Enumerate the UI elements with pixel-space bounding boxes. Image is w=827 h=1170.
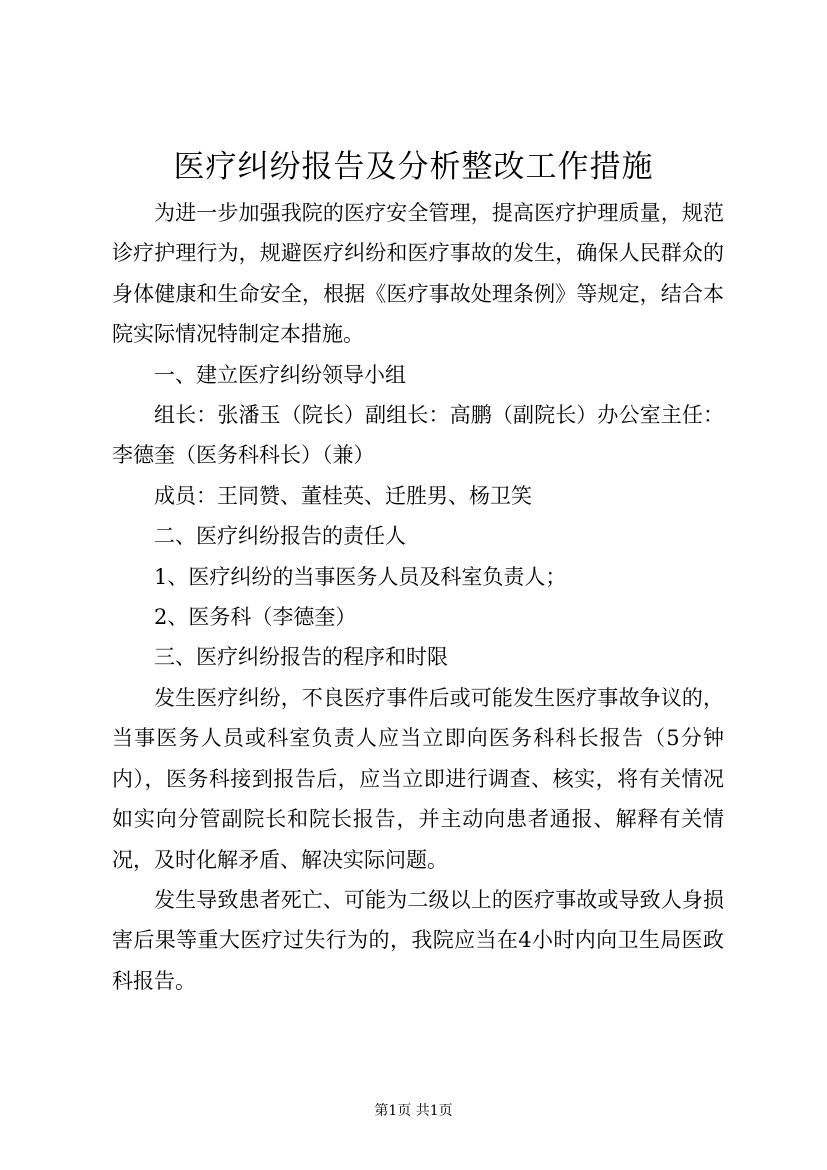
section-heading-3: 三、医疗纠纷报告的程序和时限	[154, 645, 448, 670]
page-number-footer: 第1页 共1页	[374, 1103, 453, 1119]
document-title: 医疗纠纷报告及分析整改工作措施	[173, 149, 654, 185]
paragraph-procedure: 发生医疗纠纷，不良医疗事件后或可能发生医疗事故争议的，当事医务人员或科室负责人应当立即向医务科科长报告（5分钟内），医务科接到报告后，应当立即进行调查、核实，将有关情况如实向分管副院长和院长报告，并主动向患者通报、解释有关情况，及时化解矛盾、解决实际问题。	[112, 685, 724, 872]
paragraph-members: 成员：王同赞、董桂英、迁胜男、杨卫笑	[154, 483, 532, 508]
section-heading-2: 二、医疗纠纷报告的责任人	[154, 524, 406, 549]
paragraph-serious-report: 发生导致患者死亡、可能为二级以上的医疗事故或导致人身损害后果等重大医疗过失行为的，我院应当在4小时内向卫生局医政科报告。	[112, 887, 724, 993]
list-item-2: 2、医务科（李德奎）	[154, 605, 357, 630]
document-body	[112, 193, 724, 1001]
section-heading-1: 一、建立医疗纠纷领导小组	[154, 362, 406, 387]
paragraph-intro: 为进一步加强我院的医疗安全管理，提高医疗护理质量，规范诊疗护理行为，规避医疗纠纷和医疗事故的发生，确保人民群众的身体健康和生命安全，根据《医疗事故处理条例》等规定，结合本院实际情况特制定本措施。	[112, 201, 724, 347]
list-item-1: 1、医疗纠纷的当事医务人员及科室负责人；	[154, 564, 567, 589]
paragraph-leaders: 组长：张潘玉（院长）副组长：高鹏（副院长）办公室主任：李德奎（医务科科长）（兼）	[112, 403, 724, 468]
